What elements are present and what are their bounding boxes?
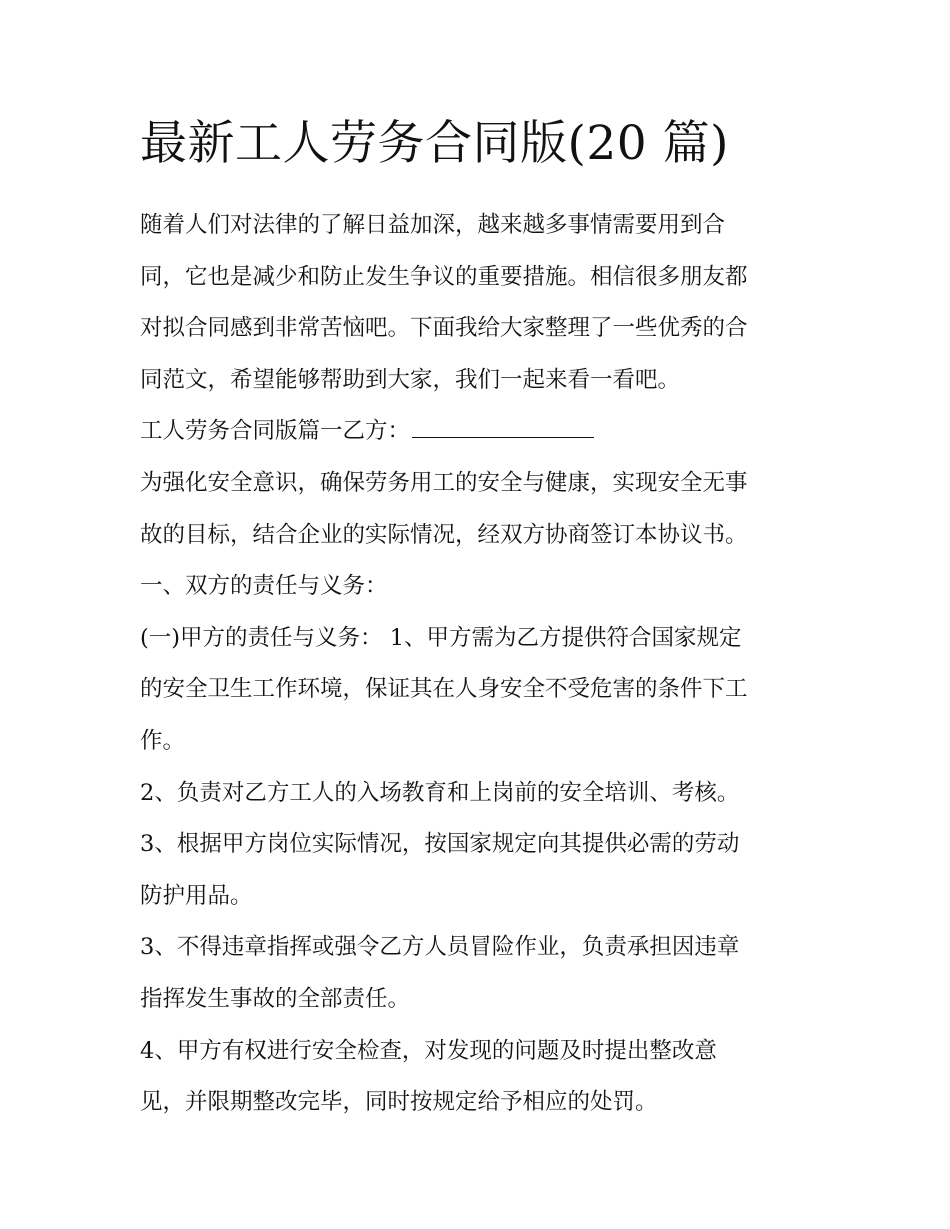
- party-b-label: 工人劳务合同版篇一乙方：: [140, 418, 411, 445]
- text-line: 对拟合同感到非常苦恼吧。下面我给大家整理了一些优秀的合: [140, 315, 748, 342]
- document-title: 最新工人劳务合同版(20 篇): [140, 116, 729, 171]
- text-line: 故的目标，结合企业的实际情况，经双方协商签订本协议书。: [140, 521, 748, 548]
- text-line: 3、不得违章指挥或强令乙方人员冒险作业，负责承担因违章: [140, 934, 740, 961]
- text-line: 同，它也是减少和防止发生争议的重要措施。相信很多朋友都: [140, 263, 748, 290]
- section-heading: 一、双方的责任与义务：: [140, 573, 388, 600]
- text-line: 为强化安全意识，确保劳务用工的安全与健康，实现安全无事: [140, 469, 748, 496]
- text-line: 作。: [140, 727, 186, 754]
- signature-blank: [412, 415, 594, 438]
- text-line: 指挥发生事故的全部责任。: [140, 985, 411, 1012]
- text-line: (一)甲方的责任与义务： 1、甲方需为乙方提供符合国家规定: [140, 624, 742, 651]
- text-line: 同范文，希望能够帮助到大家，我们一起来看一看吧。: [140, 366, 681, 393]
- text-line: 随着人们对法律的了解日益加深，越来越多事情需要用到合: [140, 212, 726, 238]
- party-b-line: [140, 406, 820, 458]
- text-line: 3、根据甲方岗位实际情况，按国家规定向其提供必需的劳动: [140, 831, 740, 858]
- document-body: [140, 200, 820, 1129]
- text-line: 的安全卫生工作环境，保证其在人身安全不受危害的条件下工: [140, 676, 748, 703]
- text-line: 见，并限期整改完毕，同时按规定给予相应的处罚。: [140, 1089, 658, 1116]
- text-line: 2、负责对乙方工人的入场教育和上岗前的安全培训、考核。: [140, 779, 740, 806]
- text-line: 防护用品。: [140, 882, 253, 909]
- text-line: 4、甲方有权进行安全检查，对发现的问题及时提出整改意: [140, 1037, 717, 1064]
